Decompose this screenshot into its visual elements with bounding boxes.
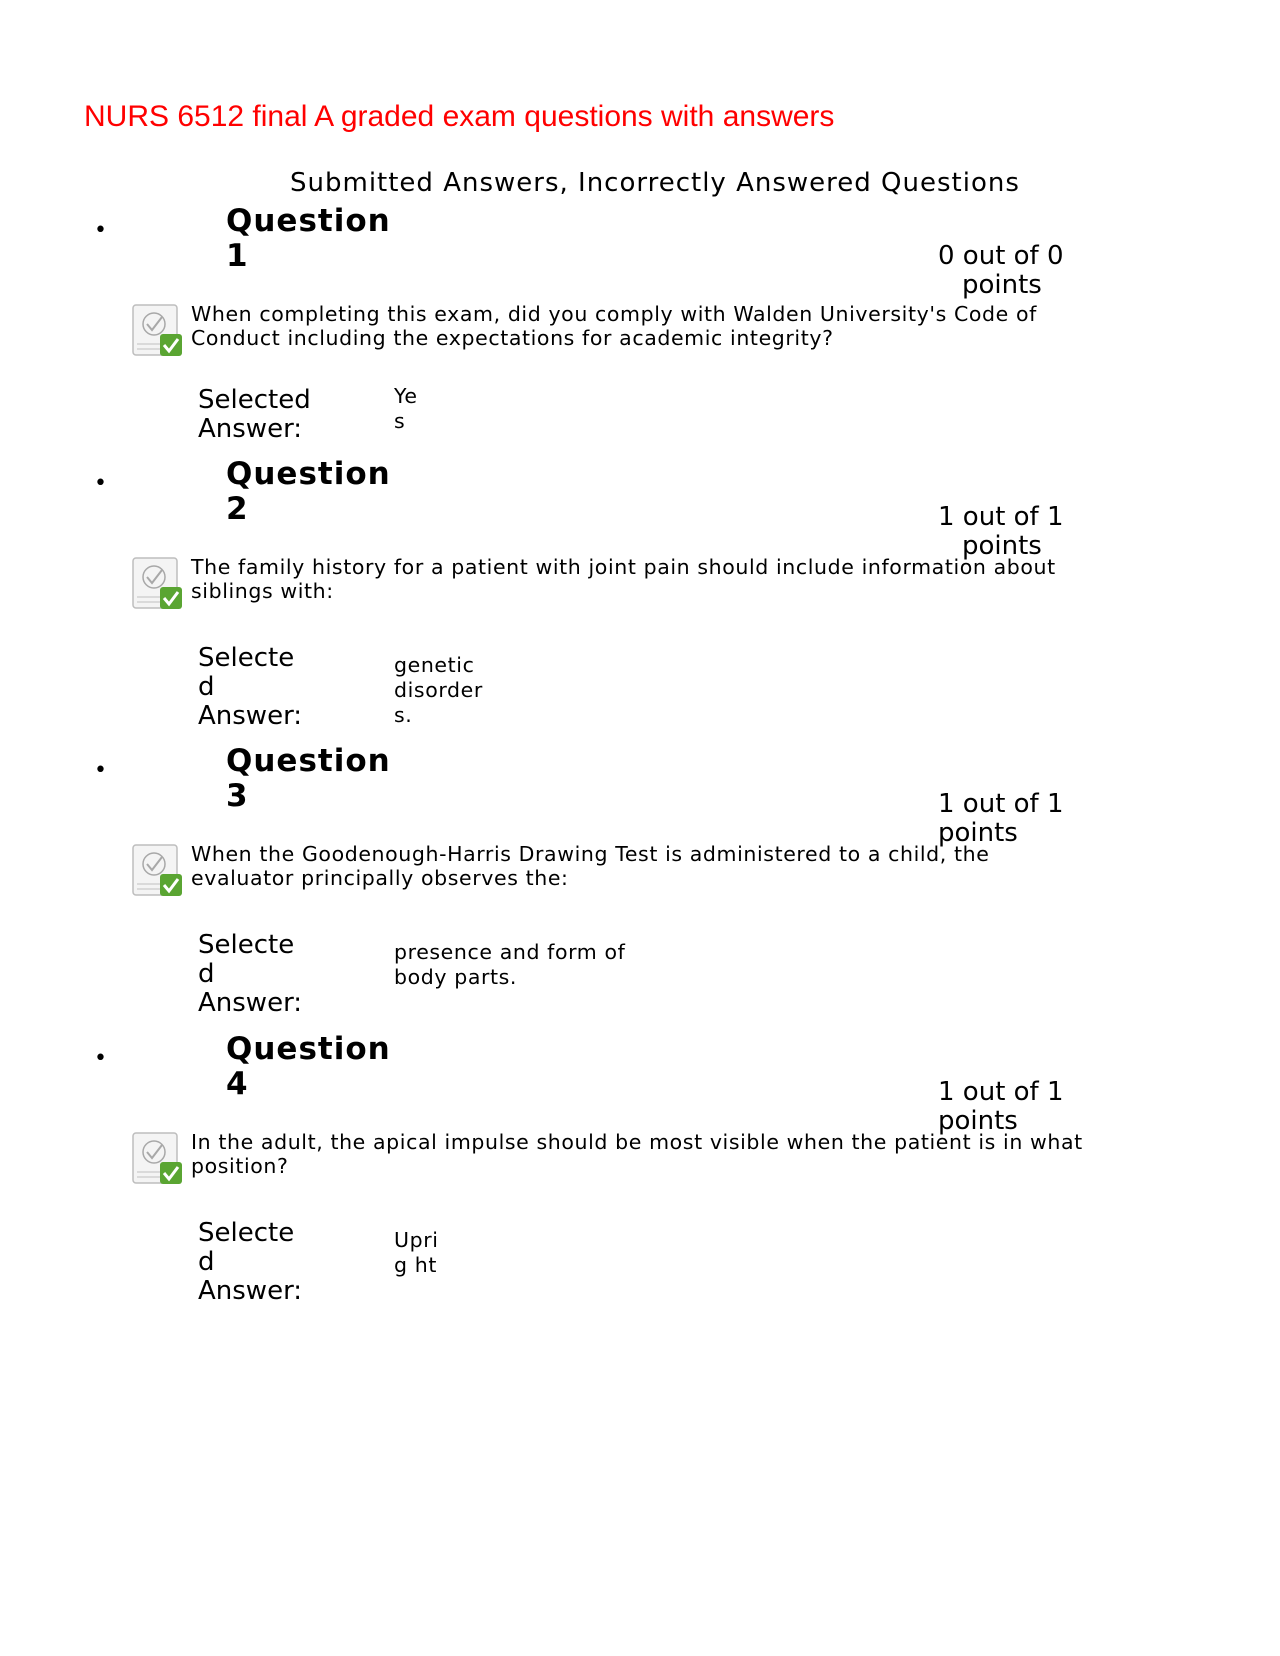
question-heading: Question 2: [226, 456, 391, 527]
selected-answer-label: Selected Answer:: [198, 385, 311, 444]
bullet: •: [94, 471, 107, 496]
selected-answer-label: Selecte d Answer:: [198, 643, 303, 731]
selected-answer-label: Selecte d Answer:: [198, 930, 303, 1018]
question-text: When completing this exam, did you comply with Walden University's Code of Conduct including the expectations for academic integrity?: [191, 302, 1037, 350]
bullet: •: [94, 218, 107, 243]
question-text: When the Goodenough-Harris Drawing Test is administered to a child, the evaluator principally observes the:: [191, 842, 990, 890]
question-text: The family history for a patient with joint pain should include information about siblings with:: [191, 555, 1056, 603]
selected-answer-value: Upri g ht: [394, 1228, 439, 1277]
question-text: In the adult, the apical impulse should be most visible when the patient is in what position?: [191, 1130, 1083, 1178]
bullet: •: [94, 1046, 107, 1071]
question-points: 1 out of 1 points: [938, 1077, 1064, 1136]
selected-answer-value: presence and form of body parts.: [394, 940, 626, 989]
question-heading: Question 1: [226, 203, 391, 274]
selected-answer-value: Ye s: [394, 384, 418, 433]
question-block-1: [0, 203, 1280, 488]
correct-check-icon: [132, 304, 186, 358]
question-heading: Question 4: [226, 1031, 391, 1102]
question-block-4: [0, 1031, 1280, 1316]
question-block-3: [0, 743, 1280, 1028]
correct-check-icon: [132, 557, 186, 611]
question-heading: Question 3: [226, 743, 391, 814]
question-block-2: [0, 456, 1280, 741]
question-points: 1 out of 1 points: [938, 502, 1064, 561]
correct-check-icon: [132, 844, 186, 898]
question-points: 1 out of 1 points: [938, 789, 1064, 848]
bullet: •: [94, 758, 107, 783]
document-title: NURS 6512 final A graded exam questions with answers: [84, 100, 835, 133]
section-subtitle: Submitted Answers, Incorrectly Answered Questions: [290, 168, 1020, 198]
question-points: 0 out of 0 points: [938, 241, 1064, 300]
correct-check-icon: [132, 1132, 186, 1186]
selected-answer-value: genetic disorder s.: [394, 653, 483, 727]
selected-answer-label: Selecte d Answer:: [198, 1218, 303, 1306]
